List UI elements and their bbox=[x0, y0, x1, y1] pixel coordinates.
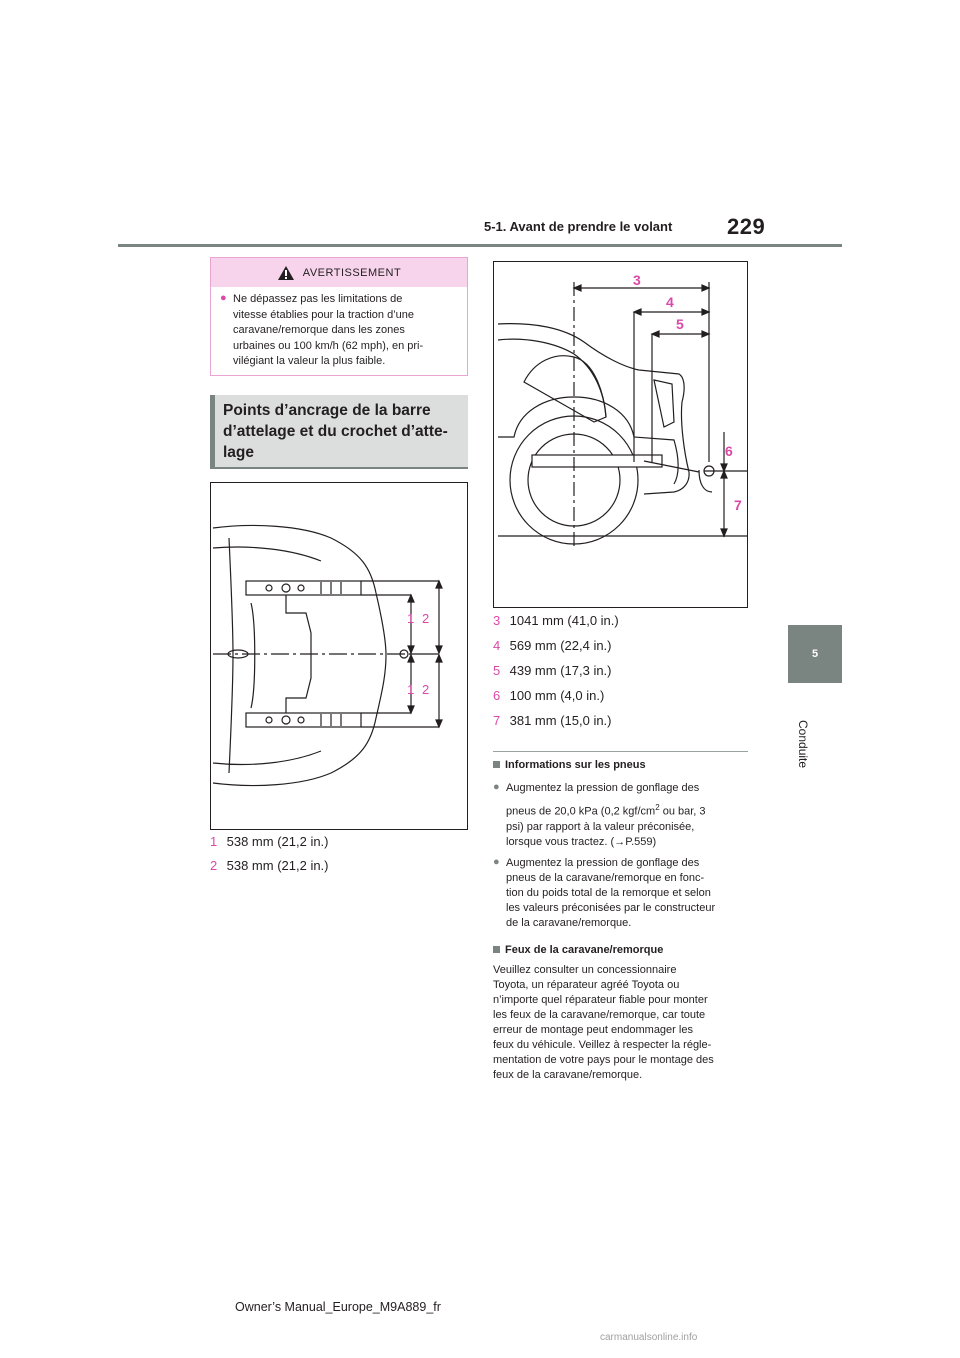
legend-number: 7 bbox=[493, 713, 501, 728]
text-line: psi) par rapport à la valeur préconisée, bbox=[506, 820, 695, 833]
text-span: pneus de 20,0 kPa (0,2 kgf/cm bbox=[506, 805, 656, 818]
chapter-tab[interactable] bbox=[788, 625, 842, 683]
bullet-icon: ● bbox=[493, 781, 500, 793]
text-line: pneus de la caravane/remorque en fonc- bbox=[506, 872, 705, 884]
lights-heading bbox=[493, 944, 663, 956]
callout-6: 6 bbox=[725, 443, 733, 459]
legend-number: 3 bbox=[493, 613, 501, 628]
section-heading-text bbox=[223, 400, 463, 463]
lights-heading-text: Feux de la caravane/remorque bbox=[505, 944, 664, 956]
tyres-heading bbox=[493, 759, 646, 771]
legend-text: 538 mm (21,2 in.) bbox=[226, 858, 329, 873]
chapter-number: 5 bbox=[811, 648, 819, 660]
tyres-bullet-1 bbox=[506, 781, 751, 850]
text-line: de la caravane/remorque. bbox=[506, 917, 632, 929]
warning-triangle-icon bbox=[277, 265, 295, 281]
text-line: n’importe quel réparateur fiable pour monter bbox=[493, 994, 708, 1006]
bullet-icon: ● bbox=[220, 292, 227, 304]
legend-text: 439 mm (17,3 in.) bbox=[509, 663, 612, 678]
heading-accent-bar bbox=[210, 395, 215, 467]
square-bullet-icon bbox=[493, 761, 500, 768]
warning-text bbox=[233, 292, 459, 370]
vehicle-top-view-drawing bbox=[211, 483, 467, 829]
tyres-bullet-2 bbox=[506, 856, 751, 931]
callout-4: 4 bbox=[666, 294, 674, 310]
heading-rule bbox=[210, 467, 468, 469]
legend-number: 1 bbox=[210, 834, 218, 849]
legend-item bbox=[210, 858, 329, 873]
callout-2: 2 bbox=[422, 682, 430, 697]
page-reference-link[interactable]: lorsque vous tractez. (→P.559) bbox=[506, 835, 657, 848]
callout-3: 3 bbox=[633, 272, 641, 288]
text-line: feux de la caravane/remorque. bbox=[493, 1069, 643, 1081]
superscript: 2 bbox=[655, 803, 660, 812]
warning-line: vitesse établies pour la traction d’une bbox=[233, 308, 414, 321]
warning-line: urbaines ou 100 km/h (62 mph), en pri- bbox=[233, 339, 424, 352]
warning-line: vilégiant la valeur la plus faible. bbox=[233, 355, 386, 367]
heading-line: lage bbox=[223, 444, 255, 461]
legend-item bbox=[493, 688, 604, 703]
text-line: les feux de la caravane/remorque, car toute bbox=[493, 1009, 706, 1021]
warning-title: AVERTISSEMENT bbox=[302, 266, 402, 279]
legend-item bbox=[493, 613, 619, 628]
warning-box bbox=[210, 257, 468, 376]
legend-item bbox=[493, 713, 612, 728]
text-line: feux du véhicule. Veillez à respecter la régle- bbox=[493, 1039, 712, 1051]
lights-paragraph bbox=[493, 963, 751, 1083]
text-line: les valeurs préconisées par le constructeur bbox=[506, 902, 716, 914]
warning-header bbox=[211, 258, 467, 287]
legend-text: 569 mm (22,4 in.) bbox=[509, 638, 612, 653]
text-line: mentation de votre pays pour le montage des bbox=[493, 1054, 714, 1066]
text-line: Veuillez consulter un concessionnaire bbox=[493, 964, 677, 976]
text-line: erreur de montage peut endommager les bbox=[493, 1024, 693, 1036]
legend-item bbox=[210, 834, 329, 849]
warning-line: caravane/remorque dans les zones bbox=[233, 324, 405, 336]
callout-7: 7 bbox=[734, 497, 742, 513]
tyres-heading-text: Informations sur les pneus bbox=[505, 759, 646, 771]
legend-item bbox=[493, 638, 612, 653]
callout-1: 1 bbox=[407, 611, 415, 626]
legend-text: 538 mm (21,2 in.) bbox=[226, 834, 329, 849]
legend-text: 381 mm (15,0 in.) bbox=[509, 713, 612, 728]
text-line: Augmentez la pression de gonflage des bbox=[506, 782, 700, 794]
legend-text: 1041 mm (41,0 in.) bbox=[509, 613, 619, 628]
legend-text: 100 mm (4,0 in.) bbox=[509, 688, 605, 703]
bullet-icon: ● bbox=[493, 856, 500, 868]
vehicle-side-view-drawing bbox=[494, 262, 747, 607]
footer-document-id: Owner’s Manual_Europe_M9A889_fr bbox=[235, 1300, 441, 1314]
watermark: carmanualsonline.info bbox=[600, 1332, 698, 1343]
text-line: Augmentez la pression de gonflage des bbox=[506, 857, 700, 869]
text-line: Toyota, un réparateur agréé Toyota ou bbox=[493, 979, 680, 991]
callout-1: 1 bbox=[407, 682, 415, 697]
legend-number: 2 bbox=[210, 858, 218, 873]
header-rule bbox=[118, 244, 842, 247]
text-line bbox=[506, 800, 751, 820]
callout-5: 5 bbox=[676, 316, 684, 332]
section-divider bbox=[493, 751, 748, 752]
square-bullet-icon bbox=[493, 946, 500, 953]
legend-number: 4 bbox=[493, 638, 501, 653]
page-number: 229 bbox=[727, 214, 766, 239]
heading-line: Points d’ancrage de la barre bbox=[223, 402, 431, 419]
top-view-illustration bbox=[210, 482, 468, 830]
legend-item bbox=[493, 663, 612, 678]
text-line: tion du poids total de la remorque et selon bbox=[506, 887, 711, 899]
section-heading bbox=[210, 395, 468, 467]
section-title: 5-1. Avant de prendre le volant bbox=[484, 219, 673, 234]
warning-line: Ne dépassez pas les limitations de bbox=[233, 293, 403, 305]
legend-number: 5 bbox=[493, 663, 501, 678]
side-view-illustration bbox=[493, 261, 748, 608]
heading-line: d’attelage et du crochet d’atte- bbox=[223, 423, 448, 440]
chapter-label: Conduite bbox=[796, 720, 810, 769]
legend-number: 6 bbox=[493, 688, 501, 703]
callout-2: 2 bbox=[422, 611, 430, 626]
text-span: ou bar, 3 bbox=[659, 805, 706, 818]
